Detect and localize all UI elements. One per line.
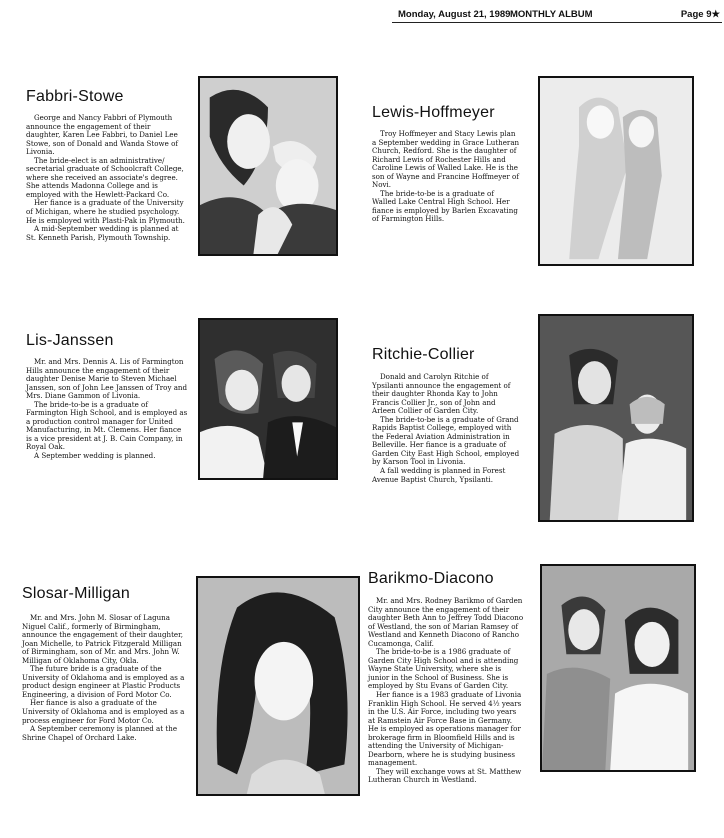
headline-fabbri-stowe: Fabbri-Stowe (26, 88, 124, 105)
photo-fabbri-stowe (198, 76, 338, 256)
story-paragraph: Mr. and Mrs. John M. Slosar of Laguna Niguel Calif., formerly of Birmingham, announce the engagement of their daughter, Joan Michelle, to Patrick Fitzgerald Milligan of Birmingham, son of Mr. and Mrs. John W. Milligan of Oklahoma City, Okla. (22, 613, 183, 665)
story-paragraph: The bride-to-be is a graduate of Farmington High School, and is employed as a production control manager for United Manufacturing, in Mt. Clemens. Her fiance is a vice president at J. B. Cain Company, in Royal Oak. (26, 399, 188, 452)
story-fabbri-stowe (26, 114, 186, 242)
engaged-couple-photo-icon (542, 566, 694, 770)
story-paragraph: The bride-to-be is a graduate of Walled Lake Central High School. Her fiance is employed by Barlen Excavating of Farmington Hills. (372, 188, 518, 224)
bride-portrait-photo-icon (198, 578, 358, 794)
story-paragraph: The future bride is a graduate of the University of Oklahoma and is employed as a product design engineer at Plastic Products Engineering, a division of Ford Motor Co. (22, 664, 185, 699)
story-paragraph: The bride-to-be is a graduate of Grand Rapids Baptist College, employed with the Federal Aviation Administration in Belleville. Her fiance is a graduate of Garden City East High School, employed by Karson Tool in Livonia. (372, 414, 520, 467)
photo-lis-janssen (198, 318, 338, 480)
headline-ritchie-collier: Ritchie-Collier (372, 346, 475, 363)
page-masthead (392, 6, 722, 23)
engaged-couple-photo-icon (200, 78, 336, 254)
story-paragraph: Troy Hoffmeyer and Stacy Lewis plan a September wedding in Grace Lutheran Church, Redford. She is the daughter of Richard Lewis of Rochester Hills and Caroline Lewis of Walled Lake. He is the son of Wayne and Francine Hoffmeyer of Novi. (372, 129, 520, 190)
story-paragraph: Mr. and Mrs. Rodney Barikmo of Garden City announce the engagement of their daughter Beth Ann to Jeffrey Todd Diacono of Westland, the son of Marian Ramsey of Westland and Kenneth Diacono of Rancho Cucamonga, Calif. (368, 596, 524, 648)
story-paragraph: Her fiance is a 1983 graduate of Livonia Franklin High School. He served 4½ years in the U.S. Air Force, including two years at Ramstein Air Force Base in Germany. He is employed as operations manager for brokerage firm in Bloomfield Hills and is attending the University of Michigan-Dearborn, where he is studying business management. (368, 690, 522, 768)
engaged-couple-photo-icon (540, 78, 692, 264)
story-ritchie-collier (372, 373, 520, 484)
story-paragraph: The bride-elect is an administrative/ secretarial graduate of Schoolcraft College, where she received an associate's degree. She attends Madonna College and is employed with the Hewlett-Packard Co. (26, 155, 184, 199)
story-paragraph: Her fiance is also a graduate of the University of Oklahoma and is employed as a process engineer for Ford Motor Co. (22, 698, 185, 725)
story-paragraph: Mr. and Mrs. Dennis A. Lis of Farmington Hills announce the engagement of their daughter Denise Marie to Steven Michael Janssen, son of John Lee Janssen of Troy and Mrs. Diane Gammon of Livonia. (26, 357, 188, 401)
story-paragraph: George and Nancy Fabbri of Plymouth announce the engagement of their daughter, Karen Lee Fabbri, to Daniel Lee Stowe, son of Donald and Wanda Stowe of Livonia. (26, 113, 178, 157)
story-paragraph: A fall wedding is planned in Forest Avenue Baptist Church, Ypsilanti. (372, 466, 506, 484)
story-slosar-milligan (22, 614, 188, 742)
engaged-couple-photo-icon (540, 316, 692, 520)
headline-lewis-hoffmeyer: Lewis-Hoffmeyer (372, 104, 495, 121)
issue-date: Monday, August 21, 1989 (398, 9, 511, 20)
story-paragraph: A mid-September wedding is planned at St. Kenneth Parish, Plymouth Township. (26, 224, 179, 242)
headline-slosar-milligan: Slosar-Milligan (22, 585, 130, 602)
photo-ritchie-collier (538, 314, 694, 522)
section-name: MONTHLY ALBUM (510, 9, 593, 20)
story-lis-janssen (26, 358, 188, 461)
headline-barikmo-diacono: Barikmo-Diacono (368, 570, 494, 587)
photo-lewis-hoffmeyer (538, 76, 694, 266)
photo-barikmo-diacono (540, 564, 696, 772)
story-paragraph: A September ceremony is planned at the Shrine Chapel of Orchard Lake. (22, 724, 178, 742)
story-paragraph: Donald and Carolyn Ritchie of Ypsilanti announce the engagement of their daughter Rhonda Kay to John Francis Collier Jr., son of John and Arleen Collier of Garden City. (372, 372, 511, 416)
headline-lis-janssen: Lis-Janssen (26, 332, 114, 349)
story-paragraph: They will exchange vows at St. Matthew Lutheran Church in Westland. (368, 766, 522, 785)
story-paragraph: Her fiance is a graduate of the University of Michigan, where he studied psychology. He is employed with Plasti-Pak in Plymouth. (26, 198, 185, 225)
story-barikmo-diacono (368, 597, 524, 785)
story-lewis-hoffmeyer (372, 130, 520, 224)
story-paragraph: A September wedding is planned. (34, 451, 156, 461)
page-number: Page 9★ (680, 9, 720, 20)
engaged-couple-photo-icon (200, 320, 336, 478)
photo-slosar-milligan (196, 576, 360, 796)
story-paragraph: The bride-to-be is a 1986 graduate of Garden City High School and is attending Wayne State University, where she is junior in the School of Business. She is employed by Stu Evans of Garden City. (368, 647, 519, 691)
